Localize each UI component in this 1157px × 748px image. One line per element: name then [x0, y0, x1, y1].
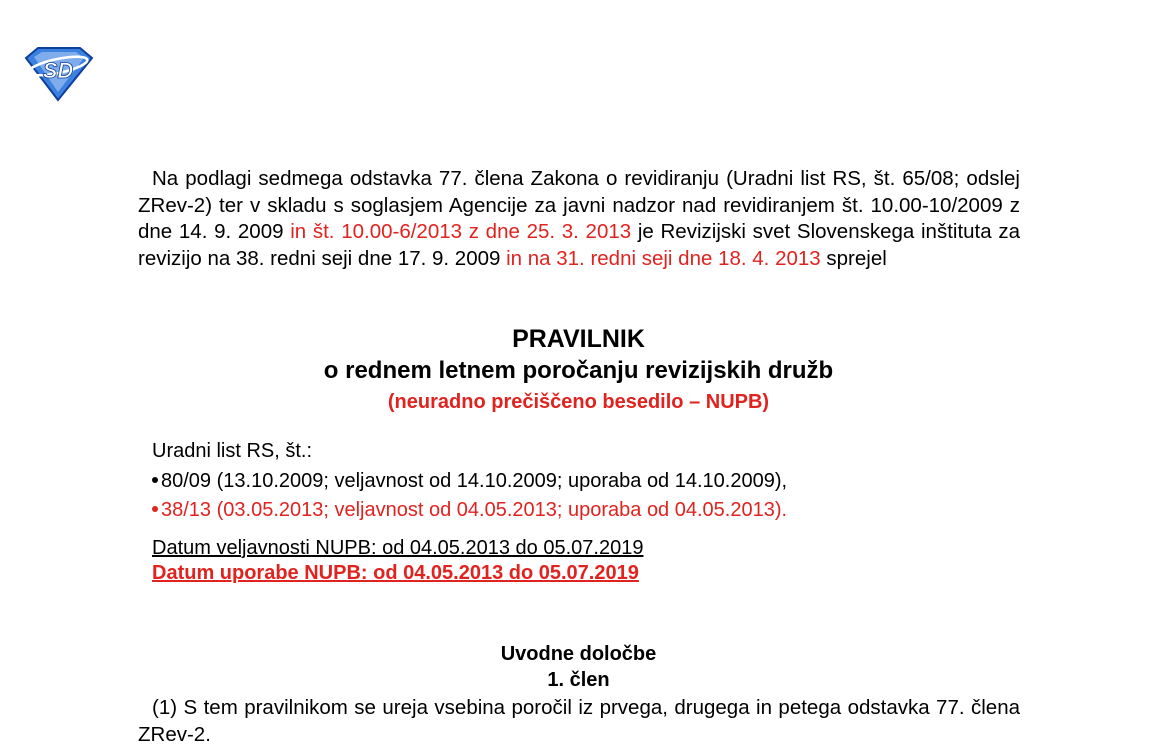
article-heading: 1. člen: [547, 669, 610, 691]
application-date: Datum uporabe NUPB: od 04.05.2013 do 05.07.2019: [152, 562, 639, 584]
preamble-paragraph: [138, 166, 1020, 272]
document-title: PRAVILNIK: [512, 325, 645, 353]
svg-text:SD: SD: [42, 58, 74, 83]
preamble-amendment-2: in na 31. redni seji dne 18. 4. 2013: [506, 246, 821, 270]
validity-dates: [152, 536, 643, 586]
gazette-entry: [152, 496, 787, 525]
bullet-icon: [152, 477, 158, 483]
preamble-text-3: sprejel: [820, 246, 887, 270]
preamble-text-2: je Revizijski svet Slovenskega inštituta za revizijo na 38. redni seji dne 17. 9. 2009: [138, 220, 1020, 270]
preamble-text-1: Na podlagi sedmega odstavka 77. člena Zakona o revidiranju (Uradni list RS, št. 65/08; odslej ZRev-2) ter v skladu s soglasjem Agencije za javni nadzor nad revidiranjem št. 10.00-10/2009 z dne 14. 9. 2009: [138, 167, 1020, 244]
validity-date: Datum veljavnosti NUPB: od 04.05.2013 do 05.07.2019: [152, 537, 644, 559]
gazette-entry-text: 38/13 (03.05.2013; veljavnost od 04.05.2013; uporaba od 04.05.2013).: [161, 499, 788, 521]
gazette-list: [152, 467, 787, 525]
gazette-label: Uradni list RS, št.:: [152, 440, 313, 462]
gazette-entry-text: 80/09 (13.10.2009; veljavnost od 14.10.2009; uporaba od 14.10.2009),: [161, 470, 788, 492]
sri-logo: [20, 44, 96, 104]
preamble-amendment-1: in št. 10.00-6/2013 z dne 25. 3. 2013: [290, 220, 632, 244]
bullet-icon: [152, 506, 158, 512]
gazette-entry: [152, 467, 787, 496]
document-subtitle: o rednem letnem poročanju revizijskih družb: [323, 357, 834, 384]
document-note: (neuradno prečiščeno besedilo – NUPB): [387, 391, 770, 413]
article-paragraph: (1) S tem pravilnikom se ureja vsebina poročil iz prvega, drugega in petega odstavka 77. člena ZRev-2.: [138, 696, 1020, 746]
section-heading: Uvodne določbe: [500, 643, 657, 665]
